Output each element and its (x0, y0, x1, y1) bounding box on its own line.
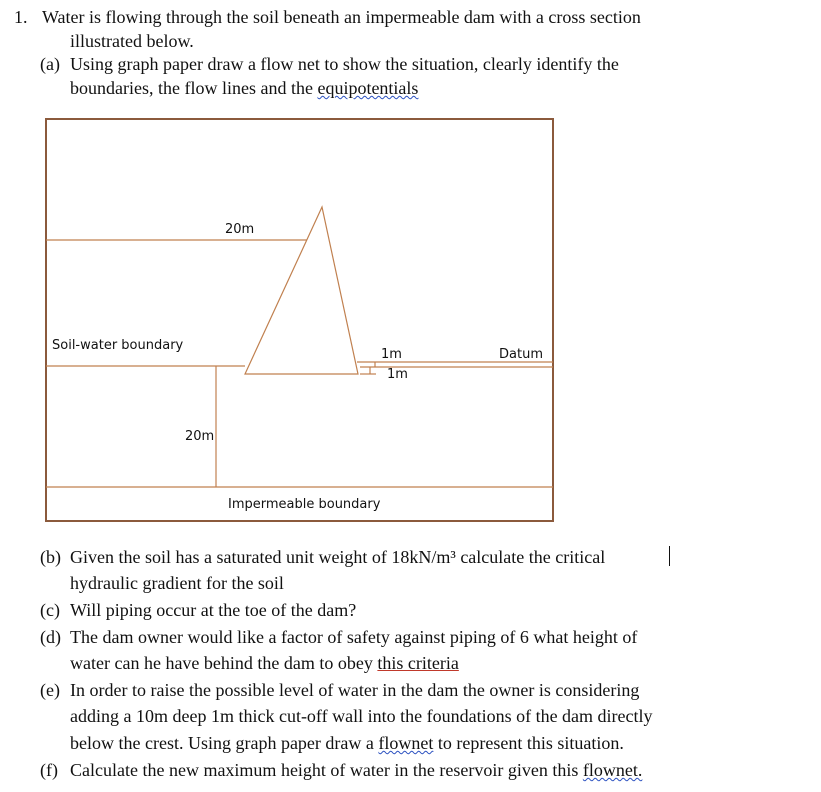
part-a-text: Using graph paper draw a flow net to show the situation, clearly identify the (70, 54, 619, 74)
text: Calculate the new maximum height of water in the reservoir given this (70, 760, 583, 780)
diagram-frame (46, 119, 553, 521)
text: below the crest. Using graph paper draw a (70, 733, 379, 753)
text: water can he have behind the dam to obey (70, 653, 378, 673)
intro-line: illustrated below. (70, 31, 194, 51)
soil-depth-label: 20m (185, 429, 215, 444)
grammar-flag: this criteria (377, 653, 459, 673)
part-b-text: Given the soil has a saturated unit weight of 18kN/m³ calculate the critical (70, 547, 606, 567)
impermeable-boundary-label: Impermeable boundary (228, 497, 381, 512)
text: to represent this situation. (433, 733, 624, 753)
step-label: 1m (381, 347, 402, 362)
soil-water-boundary-label: Soil-water boundary (52, 338, 184, 353)
intro-line: Water is flowing through the soil beneath an impermeable dam with a cross section (42, 7, 641, 27)
part-c-label: (c) (40, 600, 60, 620)
part-f-label: (f) (40, 760, 58, 780)
question-number: 1. (14, 7, 28, 27)
datum-label: Datum (499, 347, 543, 362)
part-f-text (70, 759, 642, 781)
part-d-text: The dam owner would like a factor of safety against piping of 6 what height of (70, 627, 638, 647)
spell-flag: flownet (378, 733, 434, 753)
text-cursor (669, 546, 670, 566)
part-c-text: Will piping occur at the toe of the dam? (70, 600, 357, 620)
part-e-text: adding a 10m deep 1m thick cut-off wall into the foundations of the dam directly (70, 706, 653, 726)
part-e-label: (e) (40, 680, 60, 700)
dam-triangle (245, 207, 358, 374)
part-d-label: (d) (40, 627, 61, 647)
part-e-text: In order to raise the possible level of water in the dam the owner is considering (70, 680, 640, 700)
spell-flag: equipotentials (317, 78, 419, 98)
part-d-text (70, 652, 459, 674)
part-b-text: hydraulic gradient for the soil (70, 573, 284, 593)
part-a-label: (a) (40, 54, 60, 74)
text: boundaries, the flow lines and the (70, 78, 318, 98)
water-height-label: 20m (225, 222, 255, 237)
part-b-label: (b) (40, 547, 61, 567)
spell-flag: flownet. (582, 760, 643, 780)
part-e-text (70, 732, 624, 754)
step-label: 1m (387, 367, 408, 382)
